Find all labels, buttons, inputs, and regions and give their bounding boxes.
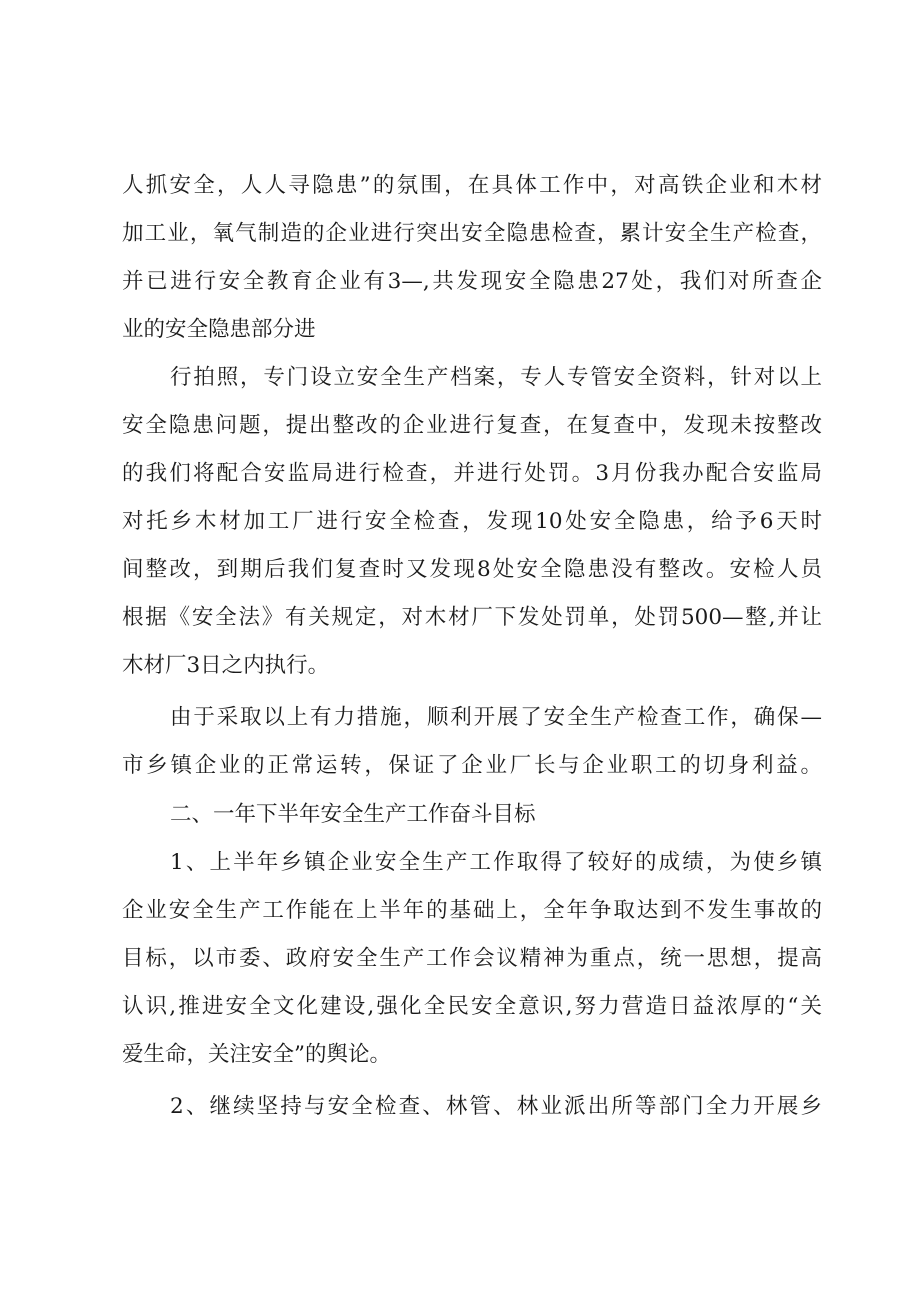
text-line: 的我们将配合安监局进行检查，并进行处罚。3月份我办配合安监局	[122, 461, 822, 486]
text-line: 由于采取以上有力措施，顺利开展了安全生产检查工作，确保—	[170, 705, 822, 730]
text-line: 业的安全隐患部分进	[122, 317, 316, 342]
text-line: 人抓安全，人人寻隐患”的氛围，在具体工作中，对高铁企业和木材	[122, 173, 822, 198]
text-line: 企业安全生产工作能在上半年的基础上，全年争取达到不发生事故的	[122, 898, 822, 923]
text-line: 加工业，氧气制造的企业进行突出安全隐患检查，累计安全生产检查，	[122, 221, 822, 246]
text-line: 行拍照，专门设立安全生产档案，专人专管安全资料，针对以上	[170, 365, 822, 390]
text-line: 市乡镇企业的正常运转，保证了企业厂长与企业职工的切身利益。	[122, 753, 822, 778]
text-line: 安全隐患问题，提出整改的企业进行复查，在复查中，发现未按整改	[122, 413, 822, 438]
text-line: 木材厂3日之内执行。	[122, 653, 330, 678]
text-line: 1、上半年乡镇企业安全生产工作取得了较好的成绩，为使乡镇	[170, 850, 822, 875]
text-line: 目标，以市委、政府安全生产工作会议精神为重点，统一思想，提高	[122, 946, 822, 971]
text-line: 认识,推进安全文化建设,强化全民安全意识,努力营造日益浓厚的“关	[122, 994, 822, 1019]
section-heading: 二、一年下半年安全生产工作奋斗目标	[170, 802, 536, 827]
text-line: 2、继续坚持与安全检查、林管、林业派出所等部门全力开展乡	[170, 1094, 822, 1119]
text-line: 根据《安全法》有关规定，对木材厂下发处罚单，处罚500—整,并让	[122, 605, 822, 630]
text-line: 间整改，到期后我们复查时又发现8处安全隐患没有整改。安检人员	[122, 557, 822, 582]
text-line: 爱生命，关注安全”的舆论。	[122, 1042, 391, 1067]
text-line: 并已进行安全教育企业有3—,共发现安全隐患27处，我们对所查企	[122, 269, 822, 294]
text-line: 对托乡木材加工厂进行安全检查，发现10处安全隐患，给予6天时	[122, 509, 822, 534]
